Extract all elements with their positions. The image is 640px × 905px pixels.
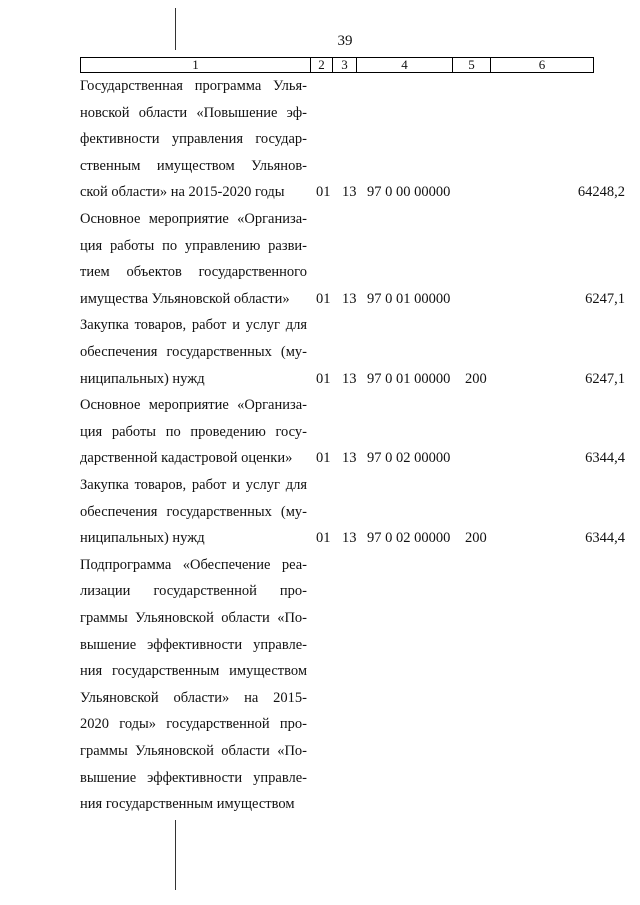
- cell-c4: 97 0 01 00000: [367, 290, 451, 307]
- row-name-line: фективности управления государ-: [80, 131, 307, 148]
- row-name-line: ния государственным имуществом: [80, 796, 295, 813]
- row-name-line: Подпрограмма «Обеспечение реа-: [80, 556, 307, 573]
- row-name-line: ция работы по управлению разви-: [80, 237, 307, 254]
- cell-c2: 01: [316, 184, 331, 201]
- row-name-line: Основное мероприятие «Организа-: [80, 397, 307, 414]
- cell-c2: 01: [316, 370, 331, 387]
- row-name-line: ственным имуществом Ульянов-: [80, 157, 307, 174]
- row-name-line: лизации государственной про-: [80, 583, 307, 600]
- row-name: [80, 552, 307, 818]
- cell-c3: 13: [342, 370, 357, 387]
- row-name-line: вышение эффективности управле-: [80, 769, 307, 786]
- row-name-line: ниципальных) нужд: [80, 370, 205, 387]
- row-name-line: новской области «Повышение эф-: [80, 104, 307, 121]
- header-col-1: 1: [81, 58, 311, 72]
- cell-c4: 97 0 02 00000: [367, 530, 451, 547]
- cell-c5: 200: [465, 370, 487, 387]
- cell-c3: 13: [342, 290, 357, 307]
- row-name-line: ниципальных) нужд: [80, 530, 205, 547]
- table-header: [80, 57, 594, 73]
- cell-c6: 64248,2: [577, 184, 625, 201]
- cell-c3: 13: [342, 530, 357, 547]
- cell-c4: 97 0 02 00000: [367, 450, 451, 467]
- cell-c2: 01: [316, 530, 331, 547]
- row-name-line: дарственной кадастровой оценки»: [80, 450, 293, 467]
- row-name-line: обеспечения государственных (му-: [80, 503, 307, 520]
- cell-c6: 6344,4: [585, 450, 625, 467]
- cell-c2: 01: [316, 450, 331, 467]
- cell-c4: 97 0 01 00000: [367, 370, 451, 387]
- row-name: [80, 206, 307, 312]
- page-number: 39: [337, 33, 353, 49]
- row-name-line: Государственная программа Улья-: [80, 78, 307, 94]
- cell-c5: 200: [465, 530, 487, 547]
- row-name-line: обеспечения государственных (му-: [80, 343, 307, 360]
- row-name: [80, 392, 307, 472]
- cell-c2: 01: [316, 290, 331, 307]
- row-name-line: имущества Ульяновской области»: [80, 290, 290, 307]
- scan-mark-bottom: [175, 820, 176, 890]
- row-name-line: 2020 годы» государственной про-: [80, 716, 307, 733]
- row-name-line: граммы Ульяновской области «По-: [80, 742, 307, 759]
- header-col-5: 5: [453, 58, 491, 72]
- header-col-4: 4: [357, 58, 453, 72]
- row-name-line: Закупка товаров, работ и услуг для: [80, 477, 307, 493]
- cell-c6: 6247,1: [585, 290, 625, 307]
- row-name: [80, 73, 307, 206]
- row-name-line: Закупка товаров, работ и услуг для: [80, 317, 307, 334]
- row-name-line: Ульяновской области» на 2015-: [80, 689, 307, 706]
- row-name: [80, 312, 307, 392]
- cell-c6: 6247,1: [585, 370, 625, 387]
- row-name: [80, 472, 307, 552]
- row-name-line: ской области» на 2015-2020 годы: [80, 184, 285, 201]
- row-name-line: ция работы по проведению госу-: [80, 423, 307, 440]
- row-name-line: граммы Ульяновской области «По-: [80, 609, 307, 626]
- header-col-6: 6: [538, 57, 546, 72]
- cell-c3: 13: [342, 184, 357, 201]
- cell-c4: 97 0 00 00000: [367, 184, 451, 201]
- row-name-line: вышение эффективности управле-: [80, 636, 307, 653]
- header-col-3: 3: [333, 58, 357, 72]
- scan-mark-top: [175, 8, 176, 50]
- cell-c3: 13: [342, 450, 357, 467]
- row-name-line: ния государственным имуществом: [80, 663, 307, 680]
- header-col-2: 2: [311, 58, 333, 72]
- row-name-line: тием объектов государственного: [80, 264, 307, 281]
- cell-c6: 6344,4: [585, 530, 625, 547]
- row-name-line: Основное мероприятие «Организа-: [80, 211, 307, 227]
